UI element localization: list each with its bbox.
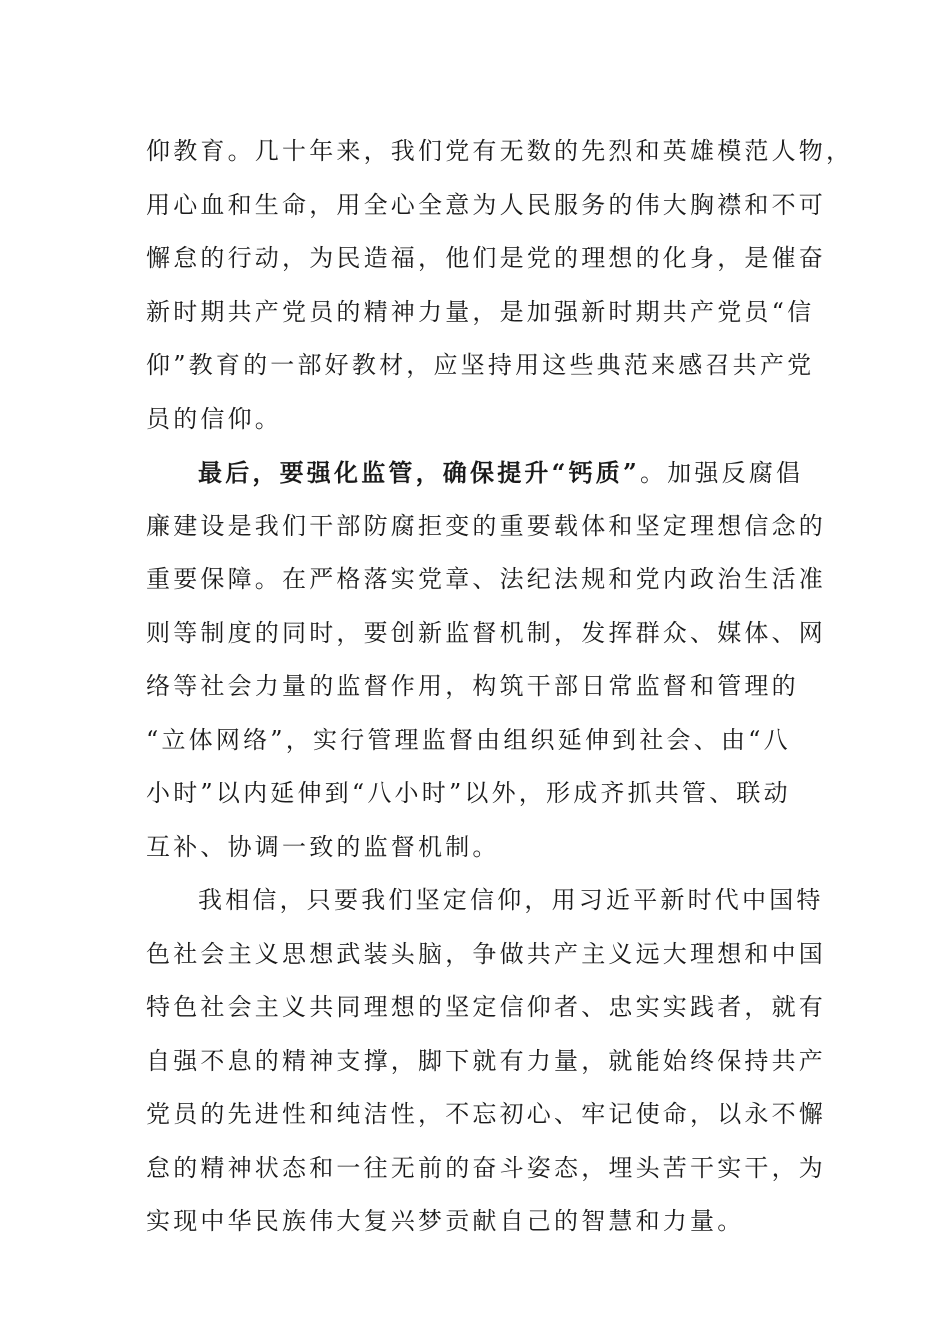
text-line: 党员的先进性和纯洁性，不忘初心、牢记使命，以永不懈 <box>146 1100 826 1128</box>
text-line: 特色社会主义共同理想的坚定信仰者、忠实实践者，就有 <box>146 993 826 1021</box>
text-line: 色社会主义思想武装头脑，争做共产主义远大理想和中国 <box>146 939 826 968</box>
document-page <box>146 125 854 1249</box>
text-line: 络等社会力量的监督作用，构筑干部日常监督和管理的 <box>146 672 799 700</box>
paragraph-role-models <box>146 125 854 446</box>
text-line-first: 我相信，只要我们坚定信仰，用习近平新时代中国特 <box>198 886 824 914</box>
text-line-first <box>146 446 806 500</box>
text-line: 仰”教育的一部好教材，应坚持用这些典范来感召共产党 <box>146 351 815 379</box>
text-line: 实现中华民族伟大复兴梦贡献自己的智慧和力量。 <box>146 1207 745 1235</box>
text-line: 则等制度的同时，要创新监督机制，发挥群众、媒体、网 <box>146 618 826 647</box>
text-line: 重要保障。在严格落实党章、法纪法规和党内政治生活准 <box>146 565 826 593</box>
paragraph-supervision <box>146 446 826 874</box>
text-line: 新时期共产党员的精神力量，是加强新时期共产党员“信 <box>146 297 815 326</box>
text-line: 员的信仰。 <box>146 404 282 433</box>
paragraph-conclusion <box>146 874 826 1249</box>
text-line: 互补、协调一致的监督机制。 <box>146 832 500 861</box>
text-line: 小时”以内延伸到“八小时”以外，形成齐抓共管、联动 <box>146 779 791 807</box>
text-line: “立体网络”，实行管理监督由组织延伸到社会、由“八 <box>146 725 791 754</box>
section-heading: 最后，要强化监管，确保提升“钙质” <box>198 458 641 487</box>
text-line: 仰教育。几十年来，我们党有无数的先烈和英雄模范人物， <box>146 137 854 165</box>
text-line: 自强不息的精神支撑，脚下就有力量，就能始终保持共产 <box>146 1046 826 1075</box>
text-line: 廉建设是我们干部防腐拒变的重要载体和坚定理想信念的 <box>146 511 826 540</box>
text-line: 怠的精神状态和一往无前的奋斗姿态，埋头苦干实干，为 <box>146 1153 826 1182</box>
text-line: 用心血和生命，用全心全意为人民服务的伟大胸襟和不可 <box>146 190 826 219</box>
text-span: 。加强反腐倡 <box>640 459 804 487</box>
text-line: 懈怠的行动，为民造福，他们是党的理想的化身，是催奋 <box>146 244 826 272</box>
